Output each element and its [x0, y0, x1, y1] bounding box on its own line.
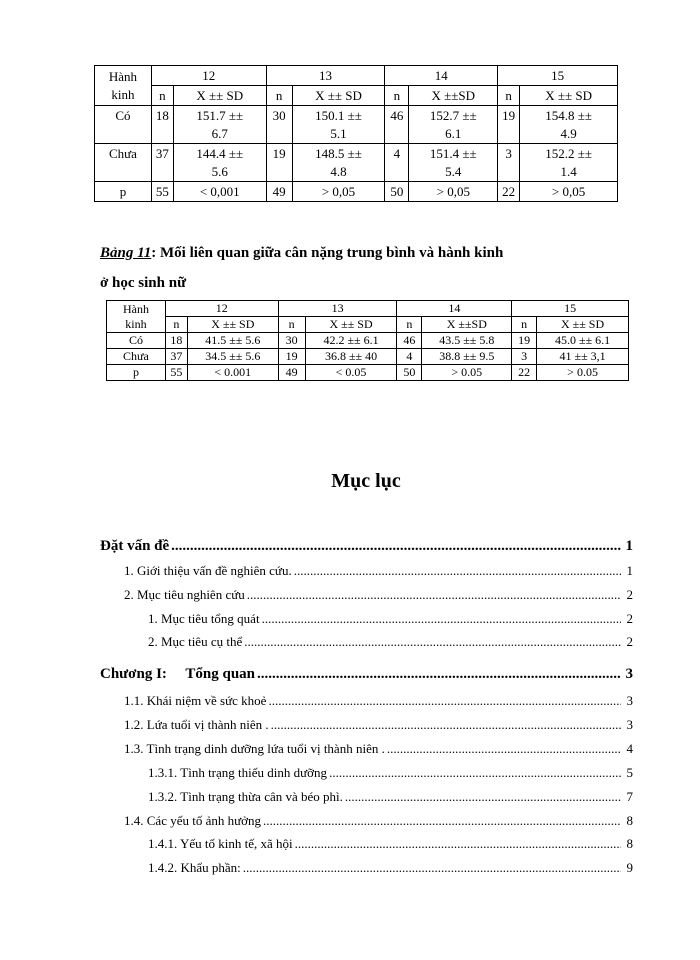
header-cell: 15	[512, 301, 629, 317]
header-cell: 15	[498, 66, 618, 86]
header-cell: 13	[278, 301, 397, 317]
toc-entry[interactable]	[148, 634, 633, 650]
table-cell: 152.2 ±± 1.4	[520, 144, 618, 182]
table-row	[107, 333, 629, 349]
toc-page-number: 8	[626, 813, 633, 828]
table-cell: 150.1 ±± 5.1	[292, 106, 385, 144]
table-cell: 19	[498, 106, 520, 144]
toc-entry[interactable]	[148, 860, 633, 876]
toc-entry[interactable]	[124, 693, 633, 709]
row-label: p	[95, 182, 152, 202]
table-row	[95, 106, 618, 144]
table-cell: > 0.05	[537, 365, 629, 381]
toc-title: Mục lục	[331, 470, 401, 492]
header-cell: n	[397, 317, 422, 333]
header-cell: X ±± SD	[292, 86, 385, 106]
table-header-row	[95, 86, 618, 106]
table-cell: 50	[397, 365, 422, 381]
toc-entry[interactable]	[148, 765, 633, 781]
header-cell: X ±± SD	[173, 86, 266, 106]
table-cell: 37	[165, 349, 187, 365]
toc-leader	[243, 860, 621, 876]
table-cell: 19	[278, 349, 305, 365]
toc-entry[interactable]	[124, 563, 633, 579]
header-cell: n	[385, 86, 409, 106]
toc-page-number: 2	[626, 611, 633, 626]
table-cell: 22	[512, 365, 537, 381]
table-cell: 152.7 ±± 6.1	[409, 106, 498, 144]
toc-page-number: 2	[626, 634, 633, 649]
toc-page-number: 9	[626, 860, 633, 875]
toc-entry-text: 1. Mục tiêu tổng quát	[148, 611, 260, 626]
table-cell: 46	[397, 333, 422, 349]
weight-menarche-table	[106, 300, 629, 381]
table-header-row	[107, 317, 629, 333]
toc-entry-text: 1.4.1. Yếu tố kinh tế, xã hội	[148, 836, 293, 851]
table-cell: 38.8 ±± 9.5	[422, 349, 512, 365]
header-cell: X ±±SD	[422, 317, 512, 333]
table-row	[107, 349, 629, 365]
toc-page-number: 5	[626, 765, 633, 780]
table-cell: > 0.05	[422, 365, 512, 381]
toc-entry-text: 1. Giới thiệu vấn đề nghiên cứu.	[124, 563, 292, 578]
table-cell: 148.5 ±± 4.8	[292, 144, 385, 182]
toc-page-number: 3	[626, 717, 633, 732]
toc-entry-text: 1.4.2. Khẩu phần:	[148, 860, 241, 875]
table-cell: 18	[151, 106, 173, 144]
toc-entry-text: 1.2. Lứa tuổi vị thành niên .	[124, 717, 269, 732]
table-cell: 42.2 ±± 6.1	[305, 333, 397, 349]
table-cell: 4	[397, 349, 422, 365]
toc-entry[interactable]	[148, 836, 633, 852]
header-cell: X ±± SD	[537, 317, 629, 333]
toc-leader	[263, 813, 621, 829]
toc-page-number: 1	[626, 563, 633, 578]
table-cell: 3	[512, 349, 537, 365]
table-cell: 154.8 ±± 4.9	[520, 106, 618, 144]
toc-leader	[262, 611, 621, 627]
toc-entry-text: Đặt vấn đề	[100, 538, 170, 554]
toc-leader	[294, 563, 621, 579]
toc-page-number: 8	[626, 836, 633, 851]
toc-page-number: 2	[626, 587, 633, 602]
row-label: Có	[95, 106, 152, 144]
toc-leader	[247, 587, 621, 603]
toc-leader	[268, 693, 621, 709]
table-cell: 41 ±± 3,1	[537, 349, 629, 365]
header-cell: X ±± SD	[187, 317, 278, 333]
table-row	[107, 365, 629, 381]
height-menarche-table	[94, 65, 618, 202]
toc-leader	[257, 666, 621, 683]
table-cell: 144.4 ±± 5.6	[173, 144, 266, 182]
table-cell: 55	[151, 182, 173, 202]
toc-page-number: 3	[626, 693, 633, 708]
header-cell: X ±± SD	[520, 86, 618, 106]
header-cell: n	[266, 86, 292, 106]
table-cell: 151.7 ±± 6.7	[173, 106, 266, 144]
toc-entry[interactable]	[100, 666, 633, 683]
table-cell: 22	[498, 182, 520, 202]
toc-page-number: 4	[626, 741, 633, 756]
table-cell: > 0,05	[520, 182, 618, 202]
header-cell: Hành kinh	[107, 301, 166, 333]
toc-page-number: 1	[625, 538, 633, 554]
table-header-row	[107, 301, 629, 317]
toc-entry-text: 2. Mục tiêu cụ thể	[148, 634, 243, 649]
toc-entry[interactable]	[100, 538, 633, 555]
table-cell: 49	[266, 182, 292, 202]
table-row	[95, 182, 618, 202]
table-row	[95, 144, 618, 182]
table-cell: 46	[385, 106, 409, 144]
caption-label: Bảng 11	[100, 245, 152, 261]
toc-leader	[387, 741, 621, 757]
table-cell: > 0,05	[409, 182, 498, 202]
header-cell: 14	[385, 66, 498, 86]
header-cell: n	[512, 317, 537, 333]
toc-leader	[295, 836, 621, 852]
header-cell: X ±±SD	[409, 86, 498, 106]
row-label: Chưa	[95, 144, 152, 182]
toc-entry[interactable]	[124, 813, 633, 829]
header-cell: n	[165, 317, 187, 333]
toc-page-number: 3	[625, 666, 633, 682]
toc-leader	[244, 634, 621, 650]
toc-entry-text: 1.3.1. Tình trạng thiếu dinh dưỡng	[148, 765, 328, 780]
table-cell: > 0,05	[292, 182, 385, 202]
toc-entry[interactable]	[124, 717, 633, 733]
table-cell: 55	[165, 365, 187, 381]
table-cell: 3	[498, 144, 520, 182]
header-cell: 13	[266, 66, 385, 86]
table-cell: < 0.05	[305, 365, 397, 381]
header-cell: 12	[151, 66, 266, 86]
table-cell: 19	[512, 333, 537, 349]
row-label: p	[107, 365, 166, 381]
toc-page-number: 7	[626, 789, 633, 804]
row-label: Chưa	[107, 349, 166, 365]
table-header-row	[95, 66, 618, 86]
toc-entry[interactable]	[148, 789, 633, 805]
table-caption-line2: ở học sinh nữ	[100, 275, 187, 291]
table-cell: 41.5 ±± 5.6	[187, 333, 278, 349]
toc-entry[interactable]	[124, 741, 633, 757]
toc-leader	[171, 538, 621, 555]
table-cell: 18	[165, 333, 187, 349]
table-cell: 49	[278, 365, 305, 381]
header-cell: X ±± SD	[305, 317, 397, 333]
header-cell: Hành kinh	[95, 66, 152, 106]
toc-entry-text: 1.1. Khái niệm về sức khoẻ	[124, 693, 267, 708]
toc-entry[interactable]	[148, 611, 633, 627]
toc-leader	[271, 717, 621, 733]
header-cell: n	[151, 86, 173, 106]
toc-entry-text: 1.3.2. Tình trạng thừa cân và béo phì.	[148, 789, 343, 804]
toc-entry-text: 2. Mục tiêu nghiên cứu	[124, 587, 245, 602]
toc-leader	[345, 789, 621, 805]
table-cell: 151.4 ±± 5.4	[409, 144, 498, 182]
toc-entry-text: 1.3. Tình trạng dinh dưỡng lứa tuổi vị thành niên .	[124, 741, 385, 756]
toc-entry-text: 1.4. Các yếu tố ảnh hưởng	[124, 813, 262, 828]
row-label: Có	[107, 333, 166, 349]
table-cell: < 0,001	[173, 182, 266, 202]
table-cell: 36.8 ±± 40	[305, 349, 397, 365]
header-cell: 14	[397, 301, 512, 317]
header-cell: 12	[165, 301, 278, 317]
table-cell: 43.5 ±± 5.8	[422, 333, 512, 349]
table-cell: 37	[151, 144, 173, 182]
table-cell: 34.5 ±± 5.6	[187, 349, 278, 365]
toc-leader	[329, 765, 621, 781]
table-cell: 30	[266, 106, 292, 144]
header-cell: n	[498, 86, 520, 106]
toc-entry[interactable]	[124, 587, 633, 603]
table-cell: 45.0 ±± 6.1	[537, 333, 629, 349]
toc-entry-text: Chương I: Tổng quan	[100, 666, 256, 682]
table-cell: 19	[266, 144, 292, 182]
header-cell: n	[278, 317, 305, 333]
table-caption	[100, 245, 503, 262]
caption-text: : Mối liên quan giữa cân nặng trung bình và hành kinh	[151, 245, 504, 261]
table-cell: < 0.001	[187, 365, 278, 381]
table-cell: 4	[385, 144, 409, 182]
table-cell: 30	[278, 333, 305, 349]
table-cell: 50	[385, 182, 409, 202]
